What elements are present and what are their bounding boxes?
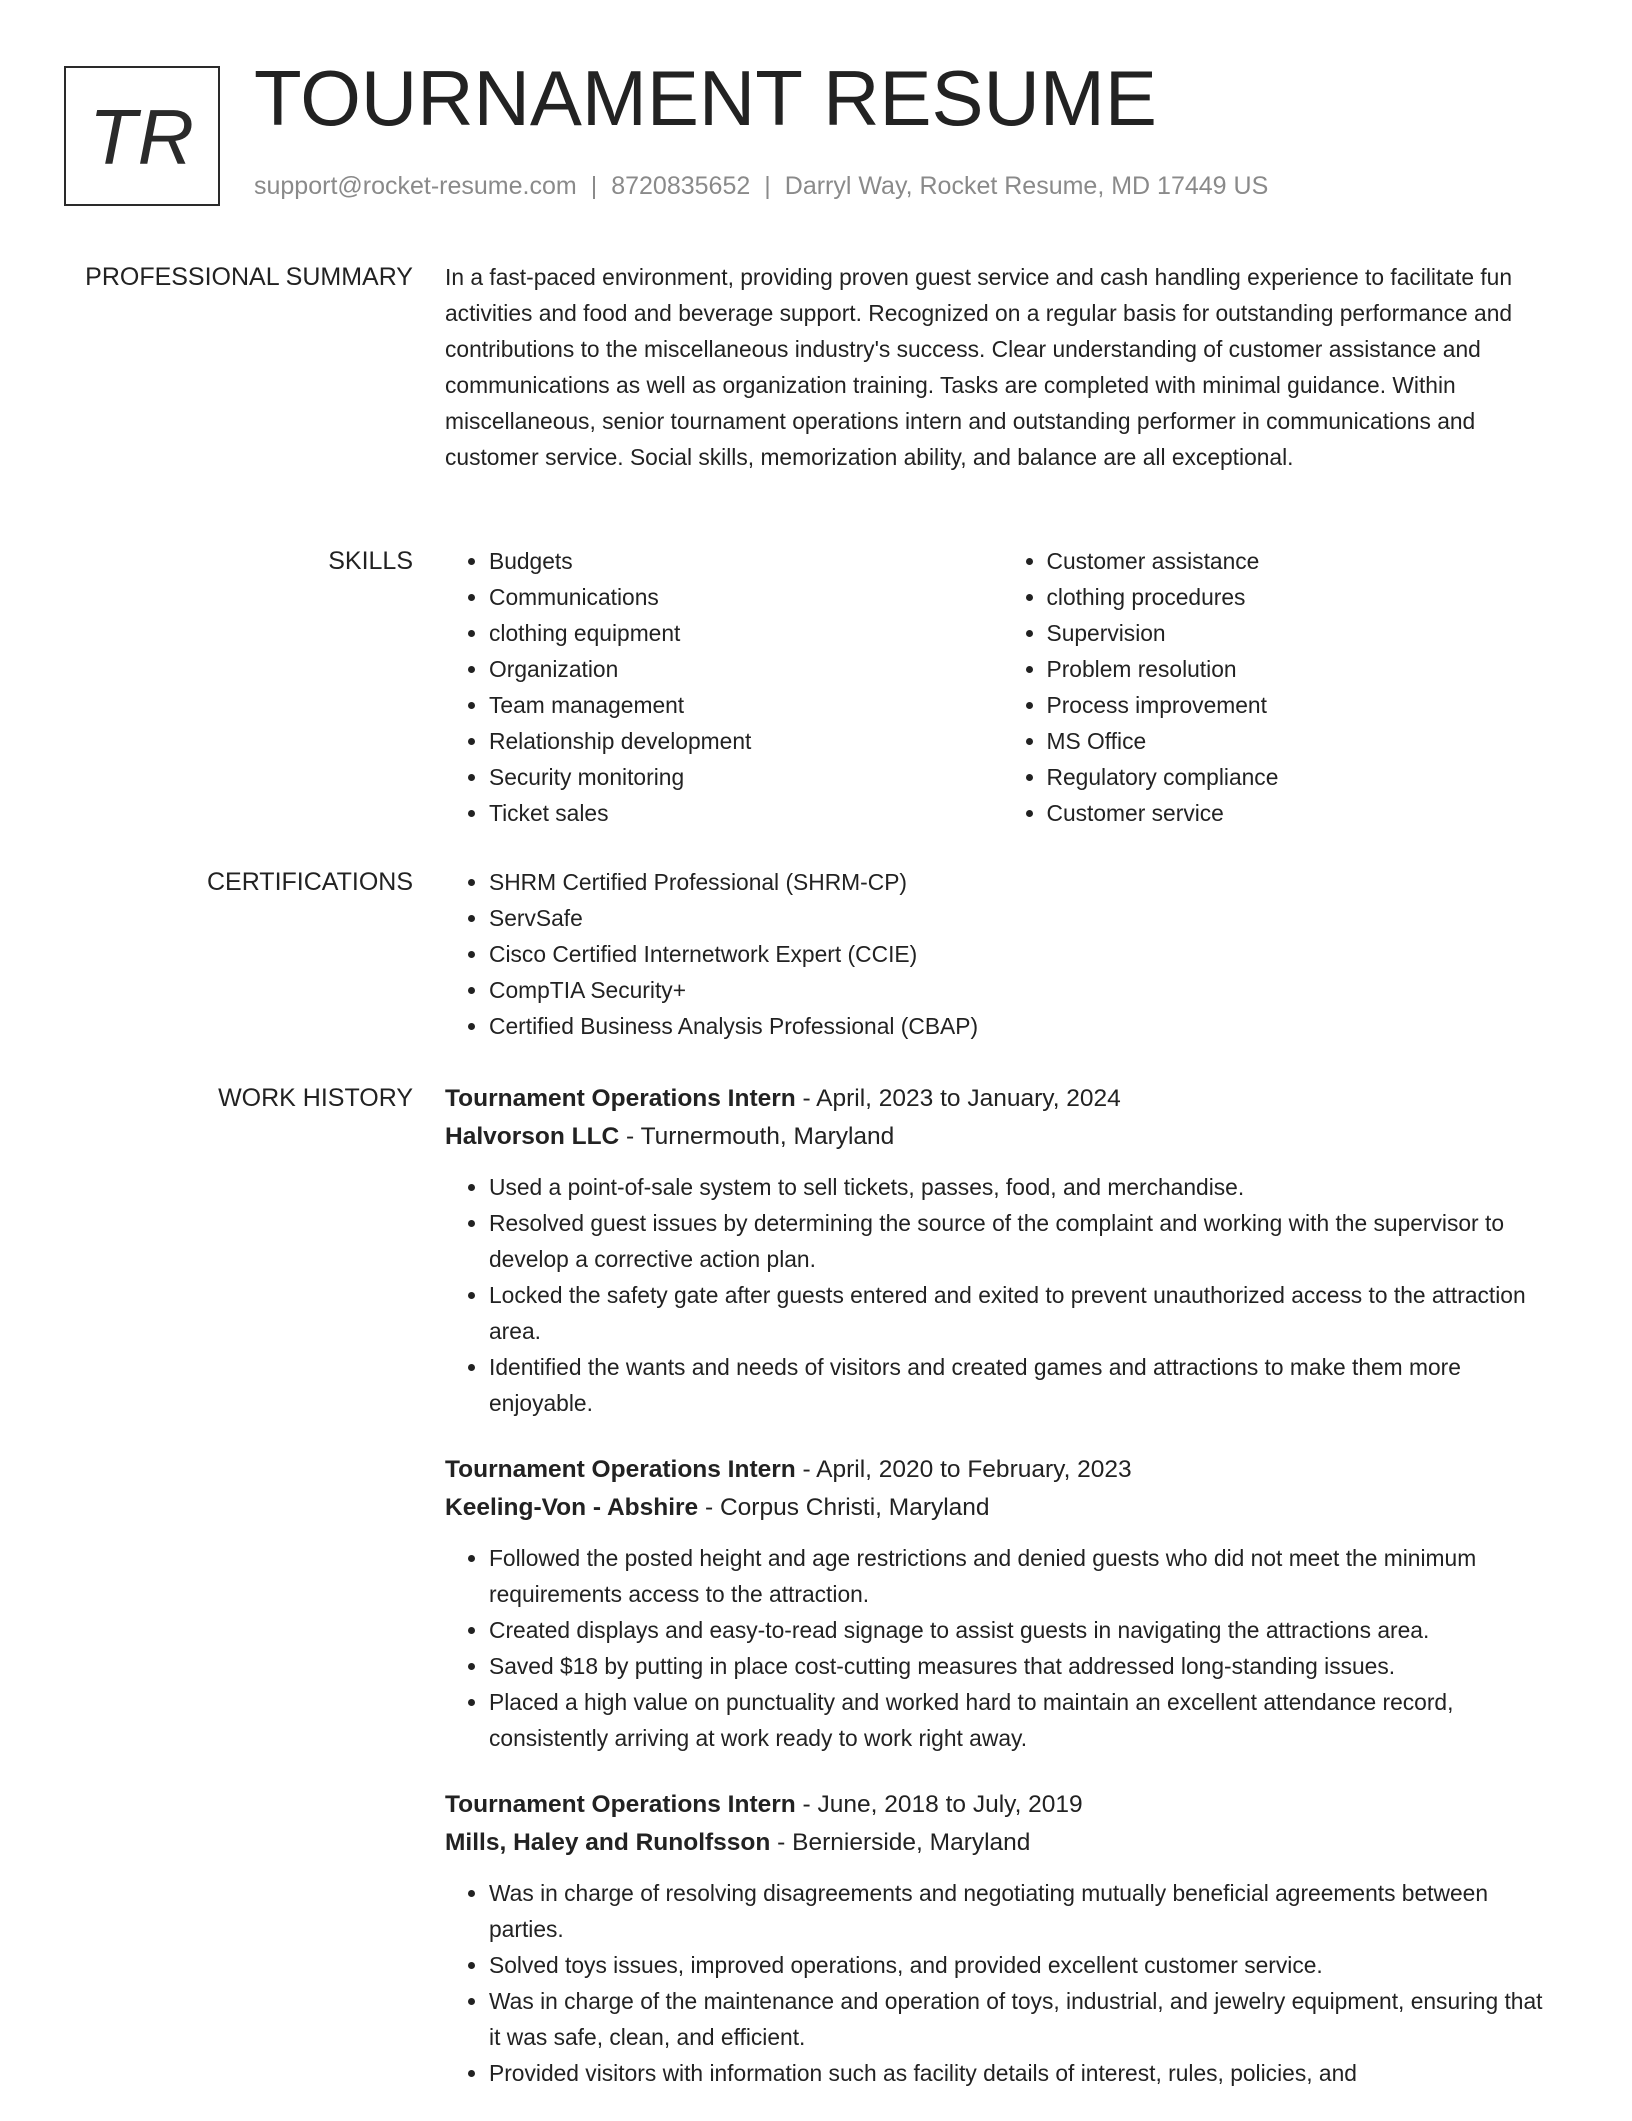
job-location: - Corpus Christi, Maryland [698,1494,990,1521]
skill-item: • Problem resolution [1047,651,1561,687]
job-bullets [445,1540,1560,1756]
certification-item: • ServSafe [489,900,1560,936]
job-location: - Turnermouth, Maryland [619,1123,895,1150]
job-bullet: • Solved toys issues, improved operations, and provided excellent customer service. [489,1947,1560,1983]
job-dates: - April, 2020 to February, 2023 [795,1456,1132,1483]
skills-heading: SKILLS [328,547,413,575]
summary-text: In a fast-paced environment, providing proven guest service and cash handling experience to facilitate fun activities and food and beverage support. Recognized on a regular basis for outstanding performance and contributions to the miscellaneous industry's success. Clear understanding of customer assistance and communications as well as organization training. Tasks are completed with minimal guidance. Within miscellaneous, senior tournament operations intern and outstanding performer in communications and customer service. Social skills, memorization ability, and balance are all exceptional. [445,264,1513,470]
job-company: Mills, Haley and Runolfsson [445,1829,771,1856]
skill-item: • Security monitoring [489,759,1003,795]
contact-phone: 8720835652 [611,172,751,200]
job-bullet: • Used a point-of-sale system to sell tickets, passes, food, and merchandise. [489,1169,1560,1205]
monogram-box [64,66,220,206]
job-title-line [445,1786,1560,1824]
job-bullet: • Provided visitors with information such as facility details of interest, rules, policies, and [489,2055,1560,2091]
work-history-heading: WORK HISTORY [218,1084,413,1112]
skills-columns [445,543,1560,831]
skill-item: • Customer service [1047,795,1561,831]
job-title-line [445,1080,1560,1118]
job-company: Halvorson LLC [445,1123,620,1150]
job-company-line [445,1118,1560,1156]
job-bullet: • Followed the posted height and age restrictions and denied guests who did not meet the minimum requirements access to the attraction. [489,1540,1560,1612]
certifications-list [445,864,1560,1044]
job-company-line [445,1824,1560,1862]
contact-separator: | [590,172,598,200]
job-bullet: • Saved $18 by putting in place cost-cutting measures that addressed long-standing issues. [489,1648,1560,1684]
skill-item: • Team management [489,687,1003,723]
job-entry [445,1786,1560,2091]
skill-item: • Communications [489,579,1003,615]
skills-list-right [1003,543,1561,831]
certification-item: • Certified Business Analysis Professional (CBAP) [489,1008,1560,1044]
skills-body [445,543,1560,831]
summary-heading: PROFESSIONAL SUMMARY [85,263,413,291]
contact-address: Darryl Way, Rocket Resume, MD 17449 US [784,172,1269,200]
skill-item: • Process improvement [1047,687,1561,723]
certification-item: • Cisco Certified Internetwork Expert (CCIE) [489,936,1560,972]
skill-item: • clothing equipment [489,615,1003,651]
job-title: Tournament Operations Intern [445,1791,796,1818]
job-bullet: • Identified the wants and needs of visitors and created games and attractions to make them more enjoyable. [489,1349,1560,1421]
job-bullet: • Locked the safety gate after guests entered and exited to prevent unauthorized access to the attraction area. [489,1277,1560,1349]
job-bullet: • Was in charge of resolving disagreements and negotiating mutually beneficial agreements between parties. [489,1875,1560,1947]
skill-item: • MS Office [1047,723,1561,759]
job-bullet: • Resolved guest issues by determining the source of the complaint and working with the supervisor to develop a corrective action plan. [489,1205,1560,1277]
job-title-line [445,1451,1560,1489]
job-bullet: • Was in charge of the maintenance and operation of toys, industrial, and jewelry equipment, ensuring that it was safe, clean, and efficient. [489,1983,1560,2055]
contact-email: support@rocket-resume.com [254,172,577,200]
certification-item: • SHRM Certified Professional (SHRM-CP) [489,864,1560,900]
work-history-body [445,1080,1560,2121]
skill-item: • clothing procedures [1047,579,1561,615]
contact-line [254,172,1268,201]
skill-item: • Supervision [1047,615,1561,651]
skill-item: • Customer assistance [1047,543,1561,579]
job-entry [445,1451,1560,1756]
skill-item: • Budgets [489,543,1003,579]
job-title: Tournament Operations Intern [445,1456,796,1483]
job-company-line [445,1489,1560,1527]
skill-item: • Ticket sales [489,795,1003,831]
job-bullet: • Created displays and easy-to-read signage to assist guests in navigating the attractions area. [489,1612,1560,1648]
job-dates: - April, 2023 to January, 2024 [795,1085,1121,1112]
job-dates: - June, 2018 to July, 2019 [795,1791,1083,1818]
skill-item: • Relationship development [489,723,1003,759]
skills-list-left [445,543,1003,831]
job-company: Keeling-Von - Abshire [445,1494,699,1521]
resume-name: TOURNAMENT RESUME [254,54,1157,142]
summary-body [445,259,1560,475]
job-location: - Bernierside, Maryland [770,1829,1031,1856]
monogram-initials: TR [89,92,195,181]
skill-item: • Regulatory compliance [1047,759,1561,795]
contact-separator: | [764,172,771,200]
certification-item: • CompTIA Security+ [489,972,1560,1008]
job-entry [445,1080,1560,1421]
skill-item: • Organization [489,651,1003,687]
job-bullet: • Placed a high value on punctuality and worked hard to maintain an excellent attendance record, consistently arriving at work ready to work right away. [489,1684,1560,1756]
job-bullets [445,1875,1560,2091]
job-bullets [445,1169,1560,1421]
certifications-heading: CERTIFICATIONS [206,868,413,896]
certifications-body [445,864,1560,1044]
job-title: Tournament Operations Intern [445,1085,796,1112]
